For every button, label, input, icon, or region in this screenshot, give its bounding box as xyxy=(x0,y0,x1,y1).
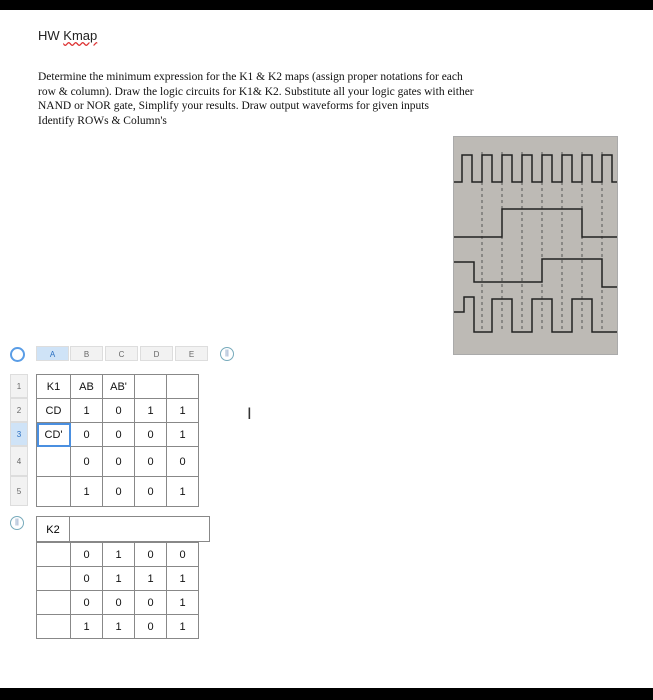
row-header-1[interactable]: 1 xyxy=(10,374,28,398)
column-header-e[interactable]: E xyxy=(175,346,208,361)
text-cursor: I xyxy=(247,404,252,423)
instruction-line: row & column). Draw the logic circuits for K1& K2. Substitute all your logic gates with either xyxy=(38,85,474,98)
table-row xyxy=(37,591,199,615)
table-cell[interactable]: 0 xyxy=(103,477,135,507)
table-cell[interactable]: 1 xyxy=(167,567,199,591)
table-row xyxy=(37,543,199,567)
table-cell[interactable]: 0 xyxy=(103,423,135,447)
table-cell[interactable]: 0 xyxy=(135,591,167,615)
table-cell[interactable] xyxy=(37,543,71,567)
table-row xyxy=(37,375,199,399)
table-cell[interactable] xyxy=(37,567,71,591)
table-cell[interactable]: 0 xyxy=(135,615,167,639)
column-header-c[interactable]: C xyxy=(105,346,138,361)
table-cell[interactable]: 1 xyxy=(103,567,135,591)
doc-title xyxy=(38,28,97,43)
table-cell[interactable]: 1 xyxy=(71,399,103,423)
table-cell[interactable]: 1 xyxy=(103,543,135,567)
k1-table xyxy=(36,374,199,507)
doc-title-prefix: HW xyxy=(38,28,64,43)
table-row xyxy=(37,567,199,591)
waveform-photo xyxy=(453,136,618,355)
table-cell[interactable]: 1 xyxy=(167,399,199,423)
table-cell[interactable] xyxy=(37,447,71,477)
table-cell[interactable]: 0 xyxy=(71,591,103,615)
table-cell[interactable]: 1 xyxy=(135,567,167,591)
table-cell[interactable]: 0 xyxy=(135,423,167,447)
table-cell[interactable]: 0 xyxy=(135,447,167,477)
table-cell[interactable] xyxy=(135,375,167,399)
instruction-line: Determine the minimum expression for the K1 & K2 maps (assign proper notations for each xyxy=(38,71,463,83)
table-cell[interactable]: 0 xyxy=(103,591,135,615)
row-header-5[interactable]: 5 xyxy=(10,476,28,506)
selected-cell[interactable]: CD' xyxy=(37,423,71,447)
table-cell[interactable]: 1 xyxy=(71,615,103,639)
add-column-button[interactable]: || xyxy=(220,347,234,361)
table-cell[interactable]: 0 xyxy=(103,399,135,423)
column-header-b[interactable]: B xyxy=(70,346,103,361)
table-cell[interactable]: AB' xyxy=(103,375,135,399)
doc-title-word: Kmap xyxy=(63,28,98,43)
table-cell[interactable]: 0 xyxy=(71,447,103,477)
table-row xyxy=(37,447,199,477)
k2-label[interactable]: K2 xyxy=(36,516,70,542)
table-cell[interactable]: 1 xyxy=(167,423,199,447)
table-cell[interactable] xyxy=(37,477,71,507)
table-cell[interactable]: 0 xyxy=(71,543,103,567)
column-header-a[interactable]: A xyxy=(36,346,69,361)
k2-header-cell[interactable] xyxy=(70,516,210,542)
table-cell[interactable]: 0 xyxy=(71,423,103,447)
table-cell[interactable]: 0 xyxy=(135,477,167,507)
column-header-d[interactable]: D xyxy=(140,346,173,361)
table-cell[interactable]: 0 xyxy=(167,447,199,477)
table-cell[interactable]: 0 xyxy=(71,567,103,591)
table-cell[interactable]: 1 xyxy=(167,477,199,507)
row-header-2[interactable]: 2 xyxy=(10,398,28,422)
k2-table xyxy=(36,542,199,639)
row-header-3[interactable]: 3 xyxy=(10,422,28,446)
instruction-line: NAND or NOR gate, Simplify your results. Draw output waveforms for given inputs xyxy=(38,100,429,112)
table-row xyxy=(37,423,199,447)
table-cell[interactable] xyxy=(37,591,71,615)
table-row xyxy=(37,399,199,423)
add-row-button[interactable]: || xyxy=(10,516,24,530)
select-all-button[interactable] xyxy=(10,347,25,362)
table-cell[interactable] xyxy=(37,615,71,639)
table-cell[interactable]: 1 xyxy=(167,591,199,615)
table-cell[interactable] xyxy=(167,375,199,399)
table-cell[interactable]: 1 xyxy=(135,399,167,423)
instruction-line: Identify ROWs & Column's xyxy=(38,114,167,127)
table-cell[interactable]: CD xyxy=(37,399,71,423)
table-cell[interactable]: 1 xyxy=(103,615,135,639)
row-header-4[interactable]: 4 xyxy=(10,446,28,476)
table-cell[interactable]: 0 xyxy=(103,447,135,477)
table-cell[interactable]: 0 xyxy=(167,543,199,567)
document-page xyxy=(0,10,653,688)
instructions-paragraph xyxy=(38,70,578,128)
table-cell[interactable]: 1 xyxy=(71,477,103,507)
table-cell[interactable]: AB xyxy=(71,375,103,399)
waveform-image xyxy=(454,137,617,354)
table-row xyxy=(37,477,199,507)
table-cell[interactable]: 0 xyxy=(135,543,167,567)
table-row xyxy=(37,615,199,639)
table-cell[interactable]: 1 xyxy=(167,615,199,639)
table-cell[interactable]: K1 xyxy=(37,375,71,399)
